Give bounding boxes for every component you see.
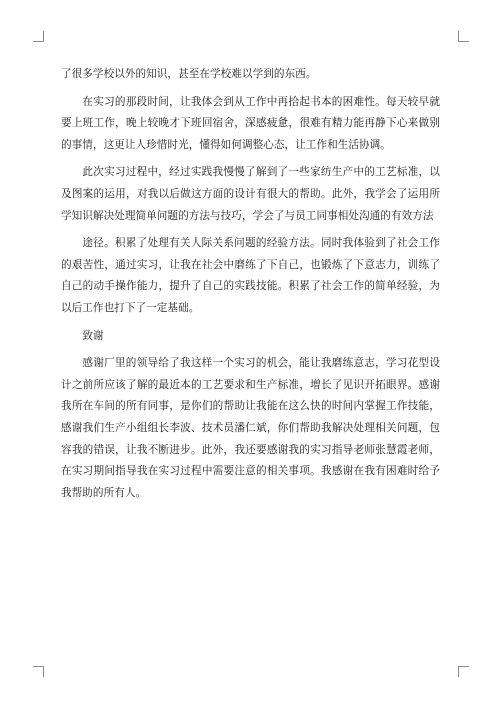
- document-body: [61, 64, 440, 510]
- crop-mark-bottom-right: [458, 666, 469, 677]
- paragraph-experience: 途径。积累了处理有关人际关系问题的经验方法。同时我体验到了社会工作的艰苦性，通过实习，让我在社会中磨练了下自己，也锻炼了下意志力，训练了自己的动手操作能力，提升了自己的实践技能。积累了社会工作的简单经验，为以后工作也打下了一定基础。: [61, 237, 440, 314]
- paragraph-continuation: 了很多学校以外的知识，甚至在学校难以学到的东西。: [61, 68, 317, 80]
- crop-mark-top-left: [33, 31, 44, 42]
- paragraph-acknowledgement: 感谢厂里的领导给了我这样一个实习的机会，能让我磨练意志，学习花型设计之前所应该了解的最近本的工艺要求和生产标准，增长了见识开拓眼界。感谢我所在车间的所有同事，是你们的帮助让我能在这么快的时间内掌握工作技能，感谢我们生产小组组长李波、技术员潘仁斌，你们帮助我解决处理相关问题，包容我的错误，让我不断进步。此外，我还要感谢我的实习指导老师张慧霞老师，在实习期间指导我在实习过程中需要注意的相关事项。我感谢在我有困难时给予我帮助的所有人。: [61, 357, 440, 499]
- paragraph-internship-time: 在实习的那段时间，让我体会到从工作中再拾起书本的困难性。每天较早就要上班工作，晚上较晚才下班回宿舍，深感疲惫，很难有精力能再静下心来做别的事情，这更让人珍惜时光，懂得如何调整心态，让工作和生活协调。: [61, 95, 440, 151]
- paragraph-practice-process: 此次实习过程中，经过实践我慢慢了解到了一些家纺生产中的工艺标准，以及图案的运用，对我以后做这方面的设计有很大的帮助。此外，我学会了运用所学知识解决处理简单问题的方法与技巧，学会了与员工同事相处沟通的有效方法: [61, 166, 440, 222]
- crop-mark-top-right: [458, 31, 469, 42]
- acknowledgement-heading: 致谢: [82, 329, 104, 342]
- crop-mark-bottom-left: [33, 666, 44, 677]
